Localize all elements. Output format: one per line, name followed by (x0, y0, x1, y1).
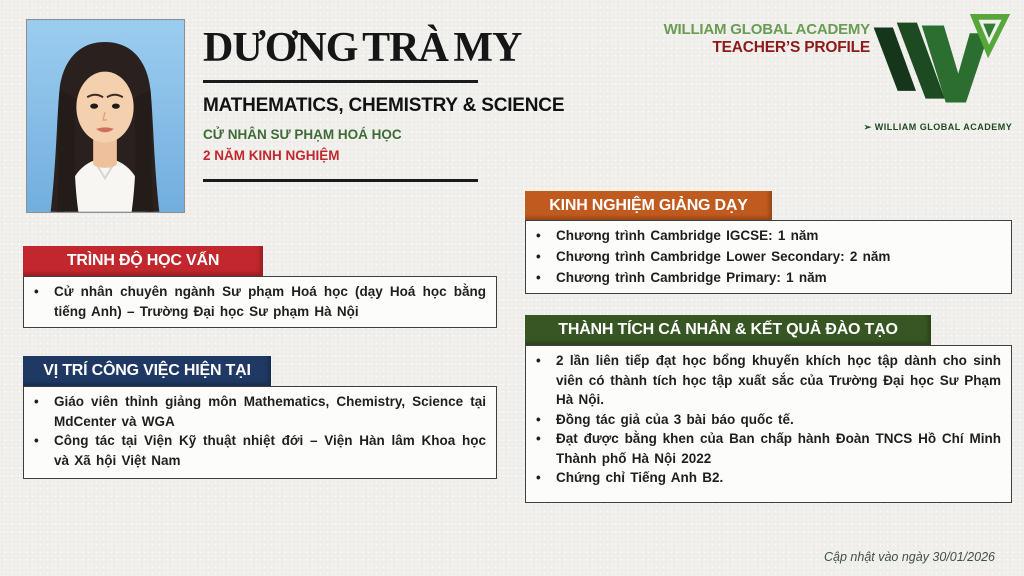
bullet-item: • 2 lần liên tiếp đạt học bổng khuyến khích học tập dành cho sinh viên có thành tích học tập xuất sắc của Trường Đại học Sư Phạm Hà Nội. (526, 351, 1001, 410)
section-achievements-body (525, 345, 1012, 503)
teacher-photo (26, 19, 185, 213)
brand-doc-type: TEACHER’S PROFILE (712, 38, 870, 56)
degree-line: CỬ NHÂN SƯ PHẠM HOÁ HỌC (203, 127, 402, 142)
section-teaching-experience-list (526, 221, 1011, 294)
header-divider-top (203, 80, 478, 83)
portrait-illustration (27, 20, 184, 212)
bullet-item: • Công tác tại Viện Kỹ thuật nhiệt đới – Viện Hàn lâm Khoa học và Xã hội Việt Nam (24, 431, 486, 470)
bullet-item: • Giáo viên thỉnh giảng môn Mathematics, Chemistry, Science tại MdCenter và WGA (24, 392, 486, 431)
section-current-position-header: VỊ TRÍ CÔNG VIỆC HIỆN TẠI (23, 356, 271, 386)
section-current-position-body (23, 386, 497, 479)
bullet-item: • Đạt được bằng khen của Ban chấp hành Đoàn TNCS Hồ Chí Minh Thành phố Hà Nội 2022 (526, 429, 1001, 468)
section-education-body (23, 276, 497, 328)
section-education-list (24, 277, 496, 326)
section-teaching-experience-header: KINH NGHIỆM GIẢNG DẠY (525, 191, 772, 220)
w-logo-glyph (866, 14, 1014, 114)
subjects-line: MATHEMATICS, CHEMISTRY & SCIENCE (203, 95, 565, 116)
section-current-position-list (24, 387, 496, 475)
section-teaching-experience-body (525, 220, 1012, 294)
logo-caption: ➢ WILLIAM GLOBAL ACADEMY (863, 122, 1013, 132)
bullet-item: • Chương trình Cambridge Lower Secondary: 2 năm (526, 247, 1001, 268)
bullet-item: • Chương trình Cambridge IGCSE: 1 năm (526, 226, 1001, 247)
brand-academy-name: WILLIAM GLOBAL ACADEMY (663, 21, 870, 38)
section-achievements-header: THÀNH TÍCH CÁ NHÂN & KẾT QUẢ ĐÀO TẠO (525, 315, 931, 345)
last-updated-note: Cập nhật vào ngày 30/01/2026 (824, 550, 995, 564)
bullet-item: • Cử nhân chuyên ngành Sư phạm Hoá học (dạy Hoá học bằng tiếng Anh) – Trường Đại học Sư phạm Hà Nội (24, 282, 486, 321)
bullet-item: • Đồng tác giả của 3 bài báo quốc tế. (526, 410, 1001, 430)
header-divider-bottom (203, 179, 478, 182)
teacher-name: DƯƠNG TRÀ MY (203, 25, 522, 71)
section-achievements-list (526, 346, 1011, 493)
wga-logo-icon (866, 14, 1014, 126)
section-education-header: TRÌNH ĐỘ HỌC VẤN (23, 246, 263, 276)
brand-block (580, 22, 870, 56)
bullet-item: • Chương trình Cambridge Primary: 1 năm (526, 268, 1001, 289)
experience-line: 2 NĂM KINH NGHIỆM (203, 148, 340, 163)
bullet-item: • Chứng chỉ Tiếng Anh B2. (526, 468, 1001, 488)
